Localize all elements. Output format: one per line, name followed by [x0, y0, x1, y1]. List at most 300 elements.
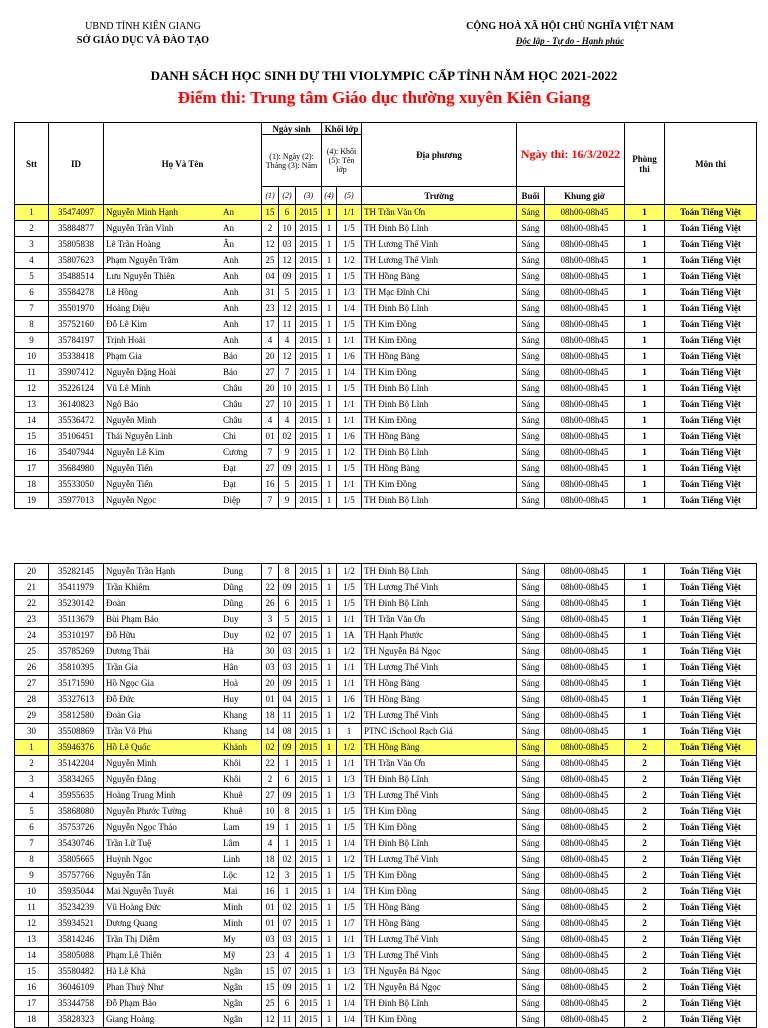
- cell-grade: 1: [322, 301, 337, 317]
- cell-session: Sáng: [517, 205, 545, 221]
- cell-school: TH Đinh Bộ Lĩnh: [362, 381, 517, 397]
- surname: Nguyễn Lê Kim: [106, 447, 165, 457]
- cell-month: 11: [279, 708, 296, 724]
- cell-subject: Toán Tiếng Việt: [665, 724, 757, 740]
- cell-name: [104, 692, 262, 708]
- given-name: Lam: [223, 822, 240, 832]
- cell-school: TH Hồng Bàng: [362, 461, 517, 477]
- cell-school: TH Nguyễn Bá Ngọc: [362, 964, 517, 980]
- col-session: Buổi: [517, 187, 545, 205]
- table-row: [15, 564, 757, 580]
- cell-day: 7: [262, 445, 279, 461]
- cell-year: 2015: [296, 740, 322, 756]
- cell-subject: Toán Tiếng Việt: [665, 1012, 757, 1028]
- cell-day: 03: [262, 932, 279, 948]
- cell-session: Sáng: [517, 301, 545, 317]
- cell-student-id: 35955635: [49, 788, 104, 804]
- cell-subject: Toán Tiếng Việt: [665, 916, 757, 932]
- cell-session: Sáng: [517, 740, 545, 756]
- surname: Huỳnh Ngọc: [106, 854, 153, 864]
- cell-school: TH Đinh Bộ Lĩnh: [362, 221, 517, 237]
- table-row: [15, 740, 757, 756]
- cell-time: 08h00-08h45: [545, 237, 625, 253]
- cell-room: 2: [625, 900, 665, 916]
- cell-day: 14: [262, 724, 279, 740]
- cell-school: TH Đinh Bộ Lĩnh: [362, 301, 517, 317]
- cell-session: Sáng: [517, 397, 545, 413]
- cell-school: TH Đinh Bộ Lĩnh: [362, 564, 517, 580]
- cell-stt: 6: [15, 820, 49, 836]
- cell-session: Sáng: [517, 820, 545, 836]
- given-name: Dũng: [223, 582, 243, 592]
- cell-stt: 12: [15, 916, 49, 932]
- surname: Vũ Lê Minh: [106, 383, 151, 393]
- cell-name: [104, 612, 262, 628]
- cell-session: Sáng: [517, 724, 545, 740]
- cell-class: 1: [337, 724, 362, 740]
- cell-month: 07: [279, 628, 296, 644]
- table-row: [15, 317, 757, 333]
- cell-school: TH Lương Thế Vinh: [362, 932, 517, 948]
- cell-subject: Toán Tiếng Việt: [665, 397, 757, 413]
- cell-room: 1: [625, 349, 665, 365]
- cell-student-id: 35812580: [49, 708, 104, 724]
- cell-year: 2015: [296, 429, 322, 445]
- table-row: [15, 445, 757, 461]
- cell-year: 2015: [296, 580, 322, 596]
- cell-time: 08h00-08h45: [545, 269, 625, 285]
- cell-name: [104, 740, 262, 756]
- cell-year: 2015: [296, 852, 322, 868]
- cell-stt: 5: [15, 269, 49, 285]
- cell-school: TH Lương Thế Vinh: [362, 708, 517, 724]
- cell-time: 08h00-08h45: [545, 980, 625, 996]
- cell-student-id: 35411979: [49, 580, 104, 596]
- cell-time: 08h00-08h45: [545, 221, 625, 237]
- cell-school: TH Lương Thế Vinh: [362, 237, 517, 253]
- cell-day: 2: [262, 772, 279, 788]
- table-row: [15, 756, 757, 772]
- given-name: Minh: [223, 902, 243, 912]
- cell-school: TH Kim Đồng: [362, 804, 517, 820]
- cell-session: Sáng: [517, 916, 545, 932]
- col-stt: Stt: [15, 123, 49, 205]
- cell-school: TH Đinh Bộ Lĩnh: [362, 772, 517, 788]
- cell-school: TH Kim Đồng: [362, 317, 517, 333]
- cell-month: 4: [279, 948, 296, 964]
- cell-grade: 1: [322, 445, 337, 461]
- given-name: An: [223, 207, 234, 217]
- given-name: Ân: [223, 239, 234, 249]
- surname: Hoàng Diệu: [106, 303, 150, 313]
- cell-room: 1: [625, 477, 665, 493]
- cell-stt: 7: [15, 301, 49, 317]
- cell-school: TH Đinh Bộ Lĩnh: [362, 836, 517, 852]
- table-row: [15, 676, 757, 692]
- cell-stt: 30: [15, 724, 49, 740]
- given-name: Cương: [223, 447, 248, 457]
- cell-subject: Toán Tiếng Việt: [665, 301, 757, 317]
- cell-year: 2015: [296, 724, 322, 740]
- cell-stt: 3: [15, 772, 49, 788]
- cell-month: 09: [279, 740, 296, 756]
- cell-class: 1/3: [337, 285, 362, 301]
- surname: Giang Hoàng: [106, 1014, 155, 1024]
- cell-student-id: 35977013: [49, 493, 104, 509]
- cell-student-id: 35580482: [49, 964, 104, 980]
- cell-grade: 1: [322, 365, 337, 381]
- cell-grade: 1: [322, 429, 337, 445]
- given-name: Huy: [223, 694, 239, 704]
- cell-class: 1/1: [337, 660, 362, 676]
- cell-student-id: 35884877: [49, 221, 104, 237]
- cell-name: [104, 628, 262, 644]
- cell-room: 2: [625, 916, 665, 932]
- cell-room: 1: [625, 317, 665, 333]
- cell-session: Sáng: [517, 932, 545, 948]
- cell-month: 09: [279, 788, 296, 804]
- cell-month: 9: [279, 493, 296, 509]
- cell-room: 2: [625, 740, 665, 756]
- cell-session: Sáng: [517, 493, 545, 509]
- cell-month: 6: [279, 596, 296, 612]
- cell-year: 2015: [296, 381, 322, 397]
- cell-room: 1: [625, 381, 665, 397]
- given-name: Khôi: [223, 758, 241, 768]
- given-name: Khang: [223, 726, 247, 736]
- cell-subject: Toán Tiếng Việt: [665, 612, 757, 628]
- cell-room: 1: [625, 445, 665, 461]
- surname: Mai Nguyễn Tuyết: [106, 886, 175, 896]
- cell-session: Sáng: [517, 221, 545, 237]
- surname: Đoàn Gia: [106, 710, 141, 720]
- cell-year: 2015: [296, 948, 322, 964]
- cell-year: 2015: [296, 1012, 322, 1028]
- cell-class: 1/4: [337, 836, 362, 852]
- cell-session: Sáng: [517, 445, 545, 461]
- national-motto: Độc lập - Tự do - Hạnh phúc: [515, 36, 625, 46]
- cell-year: 2015: [296, 205, 322, 221]
- surname: Nguyễn Trần Vĩnh: [106, 223, 174, 233]
- cell-name: [104, 285, 262, 301]
- cell-year: 2015: [296, 365, 322, 381]
- cell-school: TH Kim Đồng: [362, 820, 517, 836]
- cell-name: [104, 916, 262, 932]
- cell-day: 12: [262, 868, 279, 884]
- cell-day: 19: [262, 820, 279, 836]
- cell-student-id: 35501970: [49, 301, 104, 317]
- cell-room: 1: [625, 429, 665, 445]
- cell-month: 09: [279, 580, 296, 596]
- cell-time: 08h00-08h45: [545, 413, 625, 429]
- cell-school: TH Mạc Đĩnh Chi: [362, 285, 517, 301]
- cell-session: Sáng: [517, 349, 545, 365]
- surname: Phan Thuỳ Như: [106, 982, 164, 992]
- cell-room: 1: [625, 269, 665, 285]
- cell-session: Sáng: [517, 269, 545, 285]
- cell-stt: 21: [15, 580, 49, 596]
- cell-stt: 8: [15, 852, 49, 868]
- cell-school: TH Hồng Bàng: [362, 916, 517, 932]
- cell-student-id: 35226124: [49, 381, 104, 397]
- cell-name: [104, 660, 262, 676]
- cell-stt: 3: [15, 237, 49, 253]
- cell-stt: 14: [15, 948, 49, 964]
- cell-room: 2: [625, 884, 665, 900]
- cell-name: [104, 836, 262, 852]
- cell-name: [104, 477, 262, 493]
- cell-stt: 14: [15, 413, 49, 429]
- cell-time: 08h00-08h45: [545, 676, 625, 692]
- table-row: [15, 708, 757, 724]
- cell-school: TH Hồng Bàng: [362, 900, 517, 916]
- cell-day: 16: [262, 477, 279, 493]
- cell-student-id: 35142204: [49, 756, 104, 772]
- cell-grade: 1: [322, 884, 337, 900]
- given-name: Bảo: [223, 367, 238, 377]
- cell-subject: Toán Tiếng Việt: [665, 660, 757, 676]
- cell-student-id: 35834265: [49, 772, 104, 788]
- table-row: [15, 836, 757, 852]
- cell-subject: Toán Tiếng Việt: [665, 461, 757, 477]
- cell-name: [104, 996, 262, 1012]
- surname: Hoàng Trung Minh: [106, 790, 176, 800]
- cell-subject: Toán Tiếng Việt: [665, 253, 757, 269]
- cell-name: [104, 461, 262, 477]
- cell-session: Sáng: [517, 948, 545, 964]
- cell-year: 2015: [296, 692, 322, 708]
- cell-grade: 1: [322, 996, 337, 1012]
- cell-year: 2015: [296, 445, 322, 461]
- cell-room: 1: [625, 580, 665, 596]
- cell-grade: 1: [322, 461, 337, 477]
- cell-subject: Toán Tiếng Việt: [665, 493, 757, 509]
- cell-subject: Toán Tiếng Việt: [665, 772, 757, 788]
- cell-school: TH Trần Văn Ơn: [362, 612, 517, 628]
- cell-time: 08h00-08h45: [545, 1012, 625, 1028]
- cell-class: 1/5: [337, 596, 362, 612]
- cell-year: 2015: [296, 628, 322, 644]
- given-name: Anh: [223, 335, 239, 345]
- cell-year: 2015: [296, 253, 322, 269]
- col-class: (5): [337, 187, 362, 205]
- cell-subject: Toán Tiếng Việt: [665, 477, 757, 493]
- cell-room: 2: [625, 980, 665, 996]
- cell-school: TH Kim Đồng: [362, 1012, 517, 1028]
- cell-school: TH Lương Thế Vinh: [362, 788, 517, 804]
- cell-session: Sáng: [517, 628, 545, 644]
- surname: Lưu Nguyễn Thiên: [106, 271, 175, 281]
- cell-stt: 9: [15, 868, 49, 884]
- given-name: Khôi: [223, 774, 241, 784]
- col-day: (1): [262, 187, 279, 205]
- cell-day: 22: [262, 580, 279, 596]
- cell-stt: 4: [15, 788, 49, 804]
- cell-student-id: 35474097: [49, 205, 104, 221]
- cell-subject: Toán Tiếng Việt: [665, 580, 757, 596]
- cell-room: 2: [625, 964, 665, 980]
- cell-room: 1: [625, 612, 665, 628]
- cell-room: 1: [625, 596, 665, 612]
- cell-day: 18: [262, 708, 279, 724]
- cell-month: 5: [279, 612, 296, 628]
- cell-room: 1: [625, 413, 665, 429]
- cell-year: 2015: [296, 836, 322, 852]
- surname: Phạm Gia: [106, 351, 142, 361]
- cell-time: 08h00-08h45: [545, 916, 625, 932]
- table-row: [15, 884, 757, 900]
- cell-time: 08h00-08h45: [545, 964, 625, 980]
- cell-time: 08h00-08h45: [545, 660, 625, 676]
- cell-day: 01: [262, 916, 279, 932]
- cell-name: [104, 948, 262, 964]
- surname: Trần Khiêm: [106, 582, 150, 592]
- given-name: Ngân: [223, 998, 243, 1008]
- given-name: Châu: [223, 383, 242, 393]
- cell-class: 1/5: [337, 580, 362, 596]
- table-row: [15, 996, 757, 1012]
- exam-location: Điểm thi: Trung tâm Giáo dục thường xuyên Kiên Giang: [177, 88, 591, 107]
- cell-class: 1/2: [337, 644, 362, 660]
- cell-room: 1: [625, 237, 665, 253]
- cell-month: 6: [279, 205, 296, 221]
- cell-time: 08h00-08h45: [545, 477, 625, 493]
- cell-grade: 1: [322, 804, 337, 820]
- cell-class: 1/2: [337, 564, 362, 580]
- cell-student-id: 35805665: [49, 852, 104, 868]
- cell-year: 2015: [296, 644, 322, 660]
- cell-time: 08h00-08h45: [545, 429, 625, 445]
- cell-room: 1: [625, 205, 665, 221]
- cell-room: 1: [625, 724, 665, 740]
- surname: Nguyễn Minh: [106, 758, 157, 768]
- cell-year: 2015: [296, 317, 322, 333]
- given-name: Linh: [223, 854, 240, 864]
- document-title: DANH SÁCH HỌC SINH DỰ THI VIOLYMPIC CẤP TỈNH NĂM HỌC 2021-2022: [150, 68, 618, 83]
- cell-time: 08h00-08h45: [545, 580, 625, 596]
- cell-day: 03: [262, 660, 279, 676]
- given-name: Duy: [223, 630, 239, 640]
- cell-class: 1/2: [337, 980, 362, 996]
- cell-time: 08h00-08h45: [545, 756, 625, 772]
- table-row: [15, 493, 757, 509]
- cell-year: 2015: [296, 285, 322, 301]
- cell-subject: Toán Tiếng Việt: [665, 317, 757, 333]
- cell-student-id: 35805838: [49, 237, 104, 253]
- surname: Thái Nguyễn Linh: [106, 431, 173, 441]
- cell-name: [104, 493, 262, 509]
- cell-name: [104, 804, 262, 820]
- cell-month: 11: [279, 317, 296, 333]
- cell-month: 09: [279, 461, 296, 477]
- cell-session: Sáng: [517, 996, 545, 1012]
- cell-month: 09: [279, 980, 296, 996]
- cell-day: 17: [262, 317, 279, 333]
- cell-session: Sáng: [517, 756, 545, 772]
- cell-time: 08h00-08h45: [545, 996, 625, 1012]
- cell-grade: 1: [322, 740, 337, 756]
- cell-grade: 1: [322, 477, 337, 493]
- table-row: [15, 644, 757, 660]
- surname: Đỗ Lê Kim: [106, 319, 147, 329]
- cell-session: Sáng: [517, 1012, 545, 1028]
- cell-day: 22: [262, 756, 279, 772]
- table-row: [15, 461, 757, 477]
- cell-stt: 16: [15, 445, 49, 461]
- cell-month: 09: [279, 269, 296, 285]
- cell-room: 2: [625, 932, 665, 948]
- cell-class: 1/1: [337, 756, 362, 772]
- issuer-department: SỞ GIÁO DỤC VÀ ĐÀO TẠO: [76, 35, 210, 46]
- cell-month: 02: [279, 852, 296, 868]
- cell-room: 1: [625, 301, 665, 317]
- cell-time: 08h00-08h45: [545, 740, 625, 756]
- cell-class: 1/5: [337, 461, 362, 477]
- col-local: Địa phương: [362, 123, 517, 187]
- given-name: Lâm: [223, 838, 240, 848]
- cell-session: Sáng: [517, 612, 545, 628]
- cell-stt: 2: [15, 221, 49, 237]
- cell-student-id: 35828323: [49, 1012, 104, 1028]
- cell-time: 08h00-08h45: [545, 852, 625, 868]
- cell-subject: Toán Tiếng Việt: [665, 269, 757, 285]
- cell-class: 1/4: [337, 996, 362, 1012]
- given-name: Mỹ: [223, 950, 236, 960]
- cell-name: [104, 852, 262, 868]
- given-name: Minh: [223, 918, 243, 928]
- table-row: [15, 980, 757, 996]
- cell-grade: 1: [322, 756, 337, 772]
- col-year: (3): [296, 187, 322, 205]
- surname: Đỗ Phạm Bảo: [106, 998, 157, 1008]
- cell-name: [104, 772, 262, 788]
- cell-subject: Toán Tiếng Việt: [665, 237, 757, 253]
- cell-month: 5: [279, 477, 296, 493]
- cell-month: 3: [279, 868, 296, 884]
- cell-time: 08h00-08h45: [545, 884, 625, 900]
- cell-year: 2015: [296, 397, 322, 413]
- given-name: Hoà: [223, 678, 238, 688]
- cell-year: 2015: [296, 676, 322, 692]
- national-name: CỘNG HOÀ XÃ HỘI CHỦ NGHĨA VIỆT NAM: [466, 21, 674, 32]
- table-row: [15, 333, 757, 349]
- cell-class: 1/5: [337, 900, 362, 916]
- table-row: [15, 285, 757, 301]
- table-row: [15, 724, 757, 740]
- student-table-page-1: [14, 122, 757, 509]
- surname: Nguyễn Minh Hạnh: [106, 207, 178, 217]
- cell-class: 1/5: [337, 317, 362, 333]
- cell-grade: 1: [322, 660, 337, 676]
- cell-time: 08h00-08h45: [545, 285, 625, 301]
- cell-stt: 19: [15, 493, 49, 509]
- cell-grade: 1: [322, 596, 337, 612]
- cell-month: 12: [279, 253, 296, 269]
- table-row: [15, 349, 757, 365]
- given-name: Dung: [223, 566, 243, 576]
- given-name: My: [223, 934, 236, 944]
- cell-room: 1: [625, 461, 665, 477]
- cell-school: TH Kim Đồng: [362, 413, 517, 429]
- surname: Đỗ Hữu: [106, 630, 136, 640]
- table-row: [15, 628, 757, 644]
- table-row: [15, 804, 757, 820]
- cell-grade: 1: [322, 237, 337, 253]
- cell-name: [104, 884, 262, 900]
- cell-grade: 1: [322, 868, 337, 884]
- cell-stt: 29: [15, 708, 49, 724]
- cell-month: 04: [279, 692, 296, 708]
